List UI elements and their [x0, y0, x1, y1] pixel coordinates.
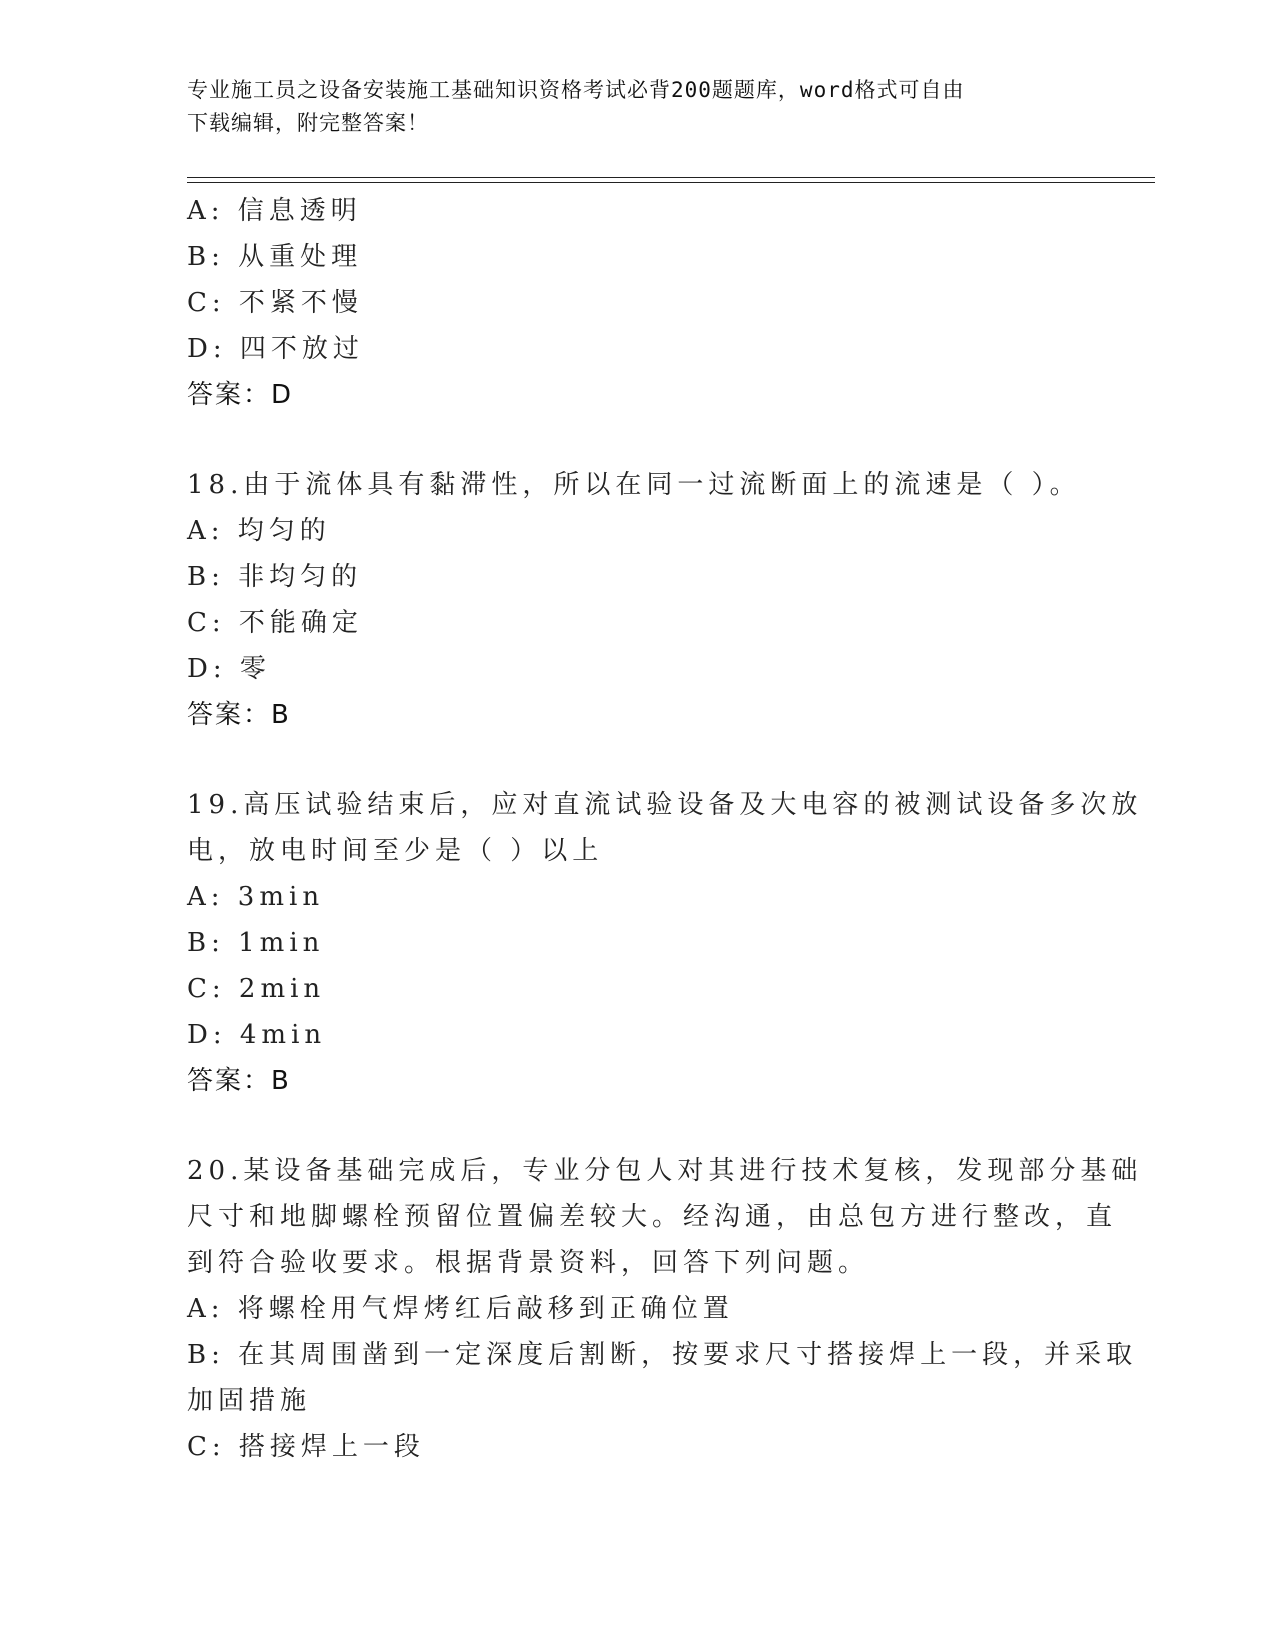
option-c: C: 搭接焊上一段 — [187, 1432, 425, 1462]
header-line-1: 专业施工员之设备安装施工基础知识资格考试必背200题题库，word格式可自由 — [187, 78, 965, 102]
question-text: 18.由于流体具有黏滞性，所以在同一过流断面上的流速是（ ）。 — [187, 470, 1081, 500]
option-b-line-1: B: 在其周围凿到一定深度后割断，按要求尺寸搭接焊上一段，并采取 — [187, 1340, 1138, 1370]
header-rule-bottom — [187, 182, 1155, 183]
question-18-block — [187, 462, 1087, 738]
question-text-line-1: 20.某设备基础完成后，专业分包人对其进行技术复核，发现部分基础 — [187, 1156, 1143, 1186]
header-rule-top — [187, 177, 1155, 178]
option-b: B: 从重处理 — [187, 242, 363, 272]
option-c: C: 2min — [187, 974, 326, 1004]
question-20-block — [187, 1148, 1143, 1470]
answer-line: 答案：B — [187, 1066, 291, 1096]
question-19-block — [187, 782, 1143, 1104]
option-a: A: 信息透明 — [187, 196, 362, 226]
option-d: D: 零 — [187, 654, 271, 684]
question-text-line-3: 到符合验收要求。根据背景资料，回答下列问题。 — [187, 1248, 870, 1278]
option-d: D: 四不放过 — [187, 334, 364, 364]
option-c: C: 不能确定 — [187, 608, 363, 638]
question-17-block — [187, 188, 1087, 418]
question-text-line-2: 电，放电时间至少是（ ）以上 — [187, 836, 604, 866]
answer-line: 答案：B — [187, 700, 291, 730]
option-b-line-2: 加固措施 — [187, 1386, 312, 1416]
option-a: A: 将螺栓用气焊烤红后敲移到正确位置 — [187, 1294, 734, 1324]
page-header — [187, 74, 1067, 140]
question-text-line-1: 19.高压试验结束后，应对直流试验设备及大电容的被测试设备多次放 — [187, 790, 1143, 820]
option-b: B: 1min — [187, 928, 325, 958]
option-a: A: 3min — [187, 882, 325, 912]
option-a: A: 均匀的 — [187, 516, 331, 546]
option-d: D: 4min — [187, 1020, 327, 1050]
option-b: B: 非均匀的 — [187, 562, 363, 592]
answer-line: 答案：D — [187, 380, 294, 410]
question-text-line-2: 尺寸和地脚螺栓预留位置偏差较大。经沟通，由总包方进行整改，直 — [187, 1202, 1118, 1232]
option-c: C: 不紧不慢 — [187, 288, 363, 318]
document-body — [187, 188, 1143, 1470]
header-line-2: 下载编辑，附完整答案！ — [187, 111, 429, 135]
